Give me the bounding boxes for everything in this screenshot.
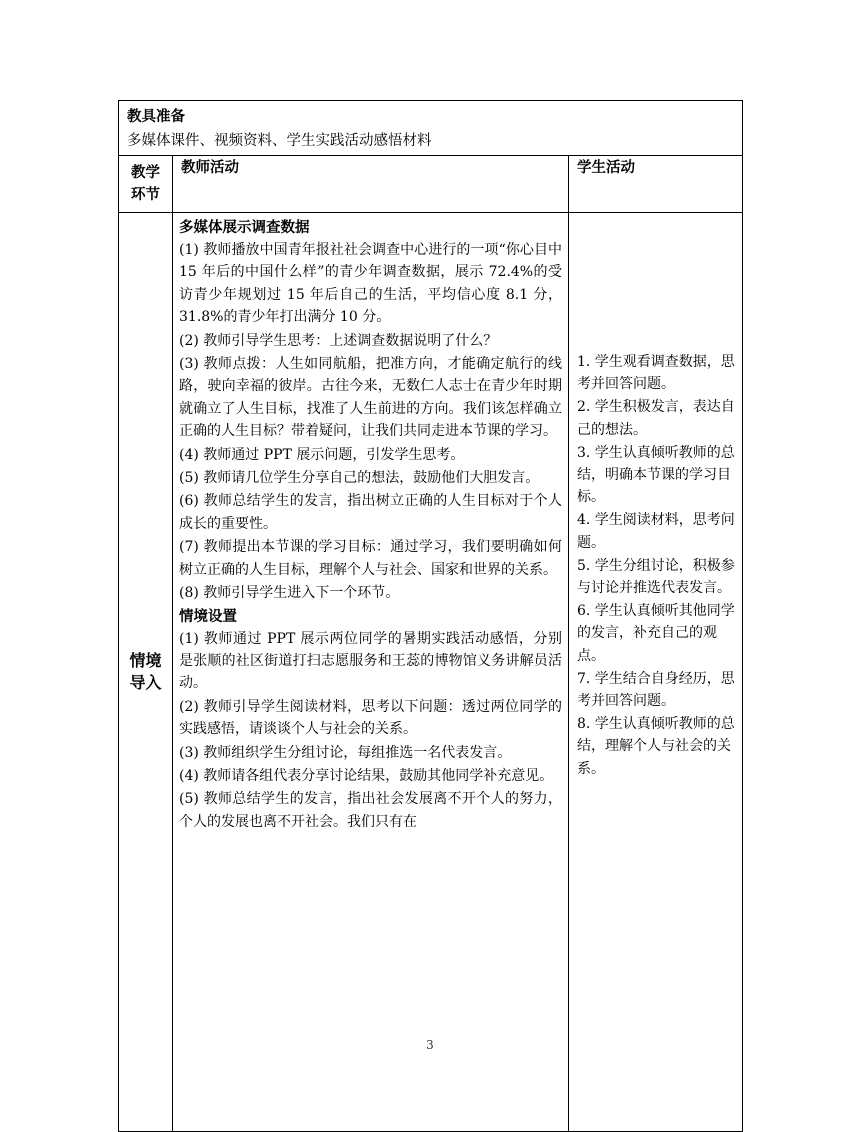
student-item: 7. 学生结合自身经历，思考并回答问题。 [577, 670, 735, 710]
teacher-item: (2) 教师引导学生阅读材料，思考以下问题：透过两位同学的实践感悟，请谈谈个人与社会的关系。 [179, 698, 562, 738]
teacher-item: (6) 教师总结学生的发言，指出树立正确的人生目标对于个人成长的重要性。 [179, 493, 562, 532]
page-number: 3 [426, 1038, 434, 1052]
student-header: 学生活动 [569, 156, 743, 213]
teacher-item: (8) 教师引导学生进入下一个环节。 [179, 585, 400, 602]
student-item: 8. 学生认真倾听教师的总结，理解个人与社会的关系。 [577, 716, 735, 777]
stage-header-line2: 环节 [131, 187, 160, 203]
teacher-activity-cell [173, 213, 569, 1132]
teacher-item: (1) 教师通过 PPT 展示两位同学的暑期实践活动感悟，分别是张顺的社区街道打扫志愿服务和王蕊的博物馆义务讲解员活动。 [179, 630, 562, 692]
preparation-row [119, 101, 743, 156]
teacher-item: (4) 教师通过 PPT 展示问题，引发学生思考。 [179, 446, 465, 463]
teacher-item: (3) 教师组织学生分组讨论，每组推选一名代表发言。 [179, 744, 512, 761]
student-item: 5. 学生分组讨论，积极参与讨论并推选代表发言。 [577, 557, 735, 597]
preparation-text: 多媒体课件、视频资料、学生实践活动感悟材料 [127, 133, 432, 149]
student-activity-cell [569, 213, 743, 1132]
teacher-item: (1) 教师播放中国青年报社社会调查中心进行的一项“你心目中 15 年后的中国什么样”的青少年调查数据，展示 72.4%的受访青少年规划过 15 年后自己的生活，平均信心度 8.1 分，31.8%的青少年打出满分 10 分。 [179, 242, 562, 326]
header-row [119, 156, 743, 213]
stage-header-line1: 教学 [131, 165, 160, 181]
student-item: 6. 学生认真倾听其他同学的发言，补充自己的观点。 [577, 602, 735, 664]
teacher-item: (5) 教师请几位学生分享自己的想法，鼓励他们大胆发言。 [179, 470, 540, 487]
section-title: 情境设置 [179, 608, 237, 625]
teacher-item: (7) 教师提出本节课的学习目标：通过学习，我们要明确如何树立正确的人生目标，理解个人与社会、国家和世界的关系。 [179, 539, 562, 578]
teacher-item: (5) 教师总结学生的发言，指出社会发展离不开个人的努力，个人的发展也离不开社会。我们只有在 [179, 791, 562, 830]
teacher-item: (3) 教师点拨：人生如同航船，把准方向，才能确定航行的线路，驶向幸福的彼岸。古往今来，无数仁人志士在青少年时期就确立了人生目标，找准了人生前进的方向。我们该怎样确立正确的人生目标？带着疑问，让我们共同走进本节课的学习。 [179, 356, 562, 440]
student-item: 3. 学生认真倾听教师的总结，明确本节课的学习目标。 [577, 444, 735, 506]
teacher-item: (4) 教师请各组代表分享讨论结果，鼓励其他同学补充意见。 [179, 767, 554, 784]
stage-cell [119, 213, 173, 1132]
section-title: 多媒体展示调查数据 [179, 220, 310, 236]
teacher-header: 教师活动 [173, 156, 569, 213]
stage-line2: 导入 [129, 673, 162, 692]
preparation-cell [119, 101, 743, 156]
teacher-item: (2) 教师引导学生思考：上述调查数据说明了什么？ [179, 332, 498, 349]
student-item: 4. 学生阅读材料，思考问题。 [577, 512, 735, 551]
stage-row [119, 213, 743, 1132]
lesson-plan-table [118, 100, 743, 1132]
stage-header [119, 156, 173, 213]
student-item: 1. 学生观看调查数据，思考并回答问题。 [577, 354, 735, 393]
student-item: 2. 学生积极发言，表达自己的想法。 [577, 399, 735, 438]
preparation-title: 教具准备 [127, 109, 185, 125]
stage-line1: 情境 [129, 651, 162, 670]
